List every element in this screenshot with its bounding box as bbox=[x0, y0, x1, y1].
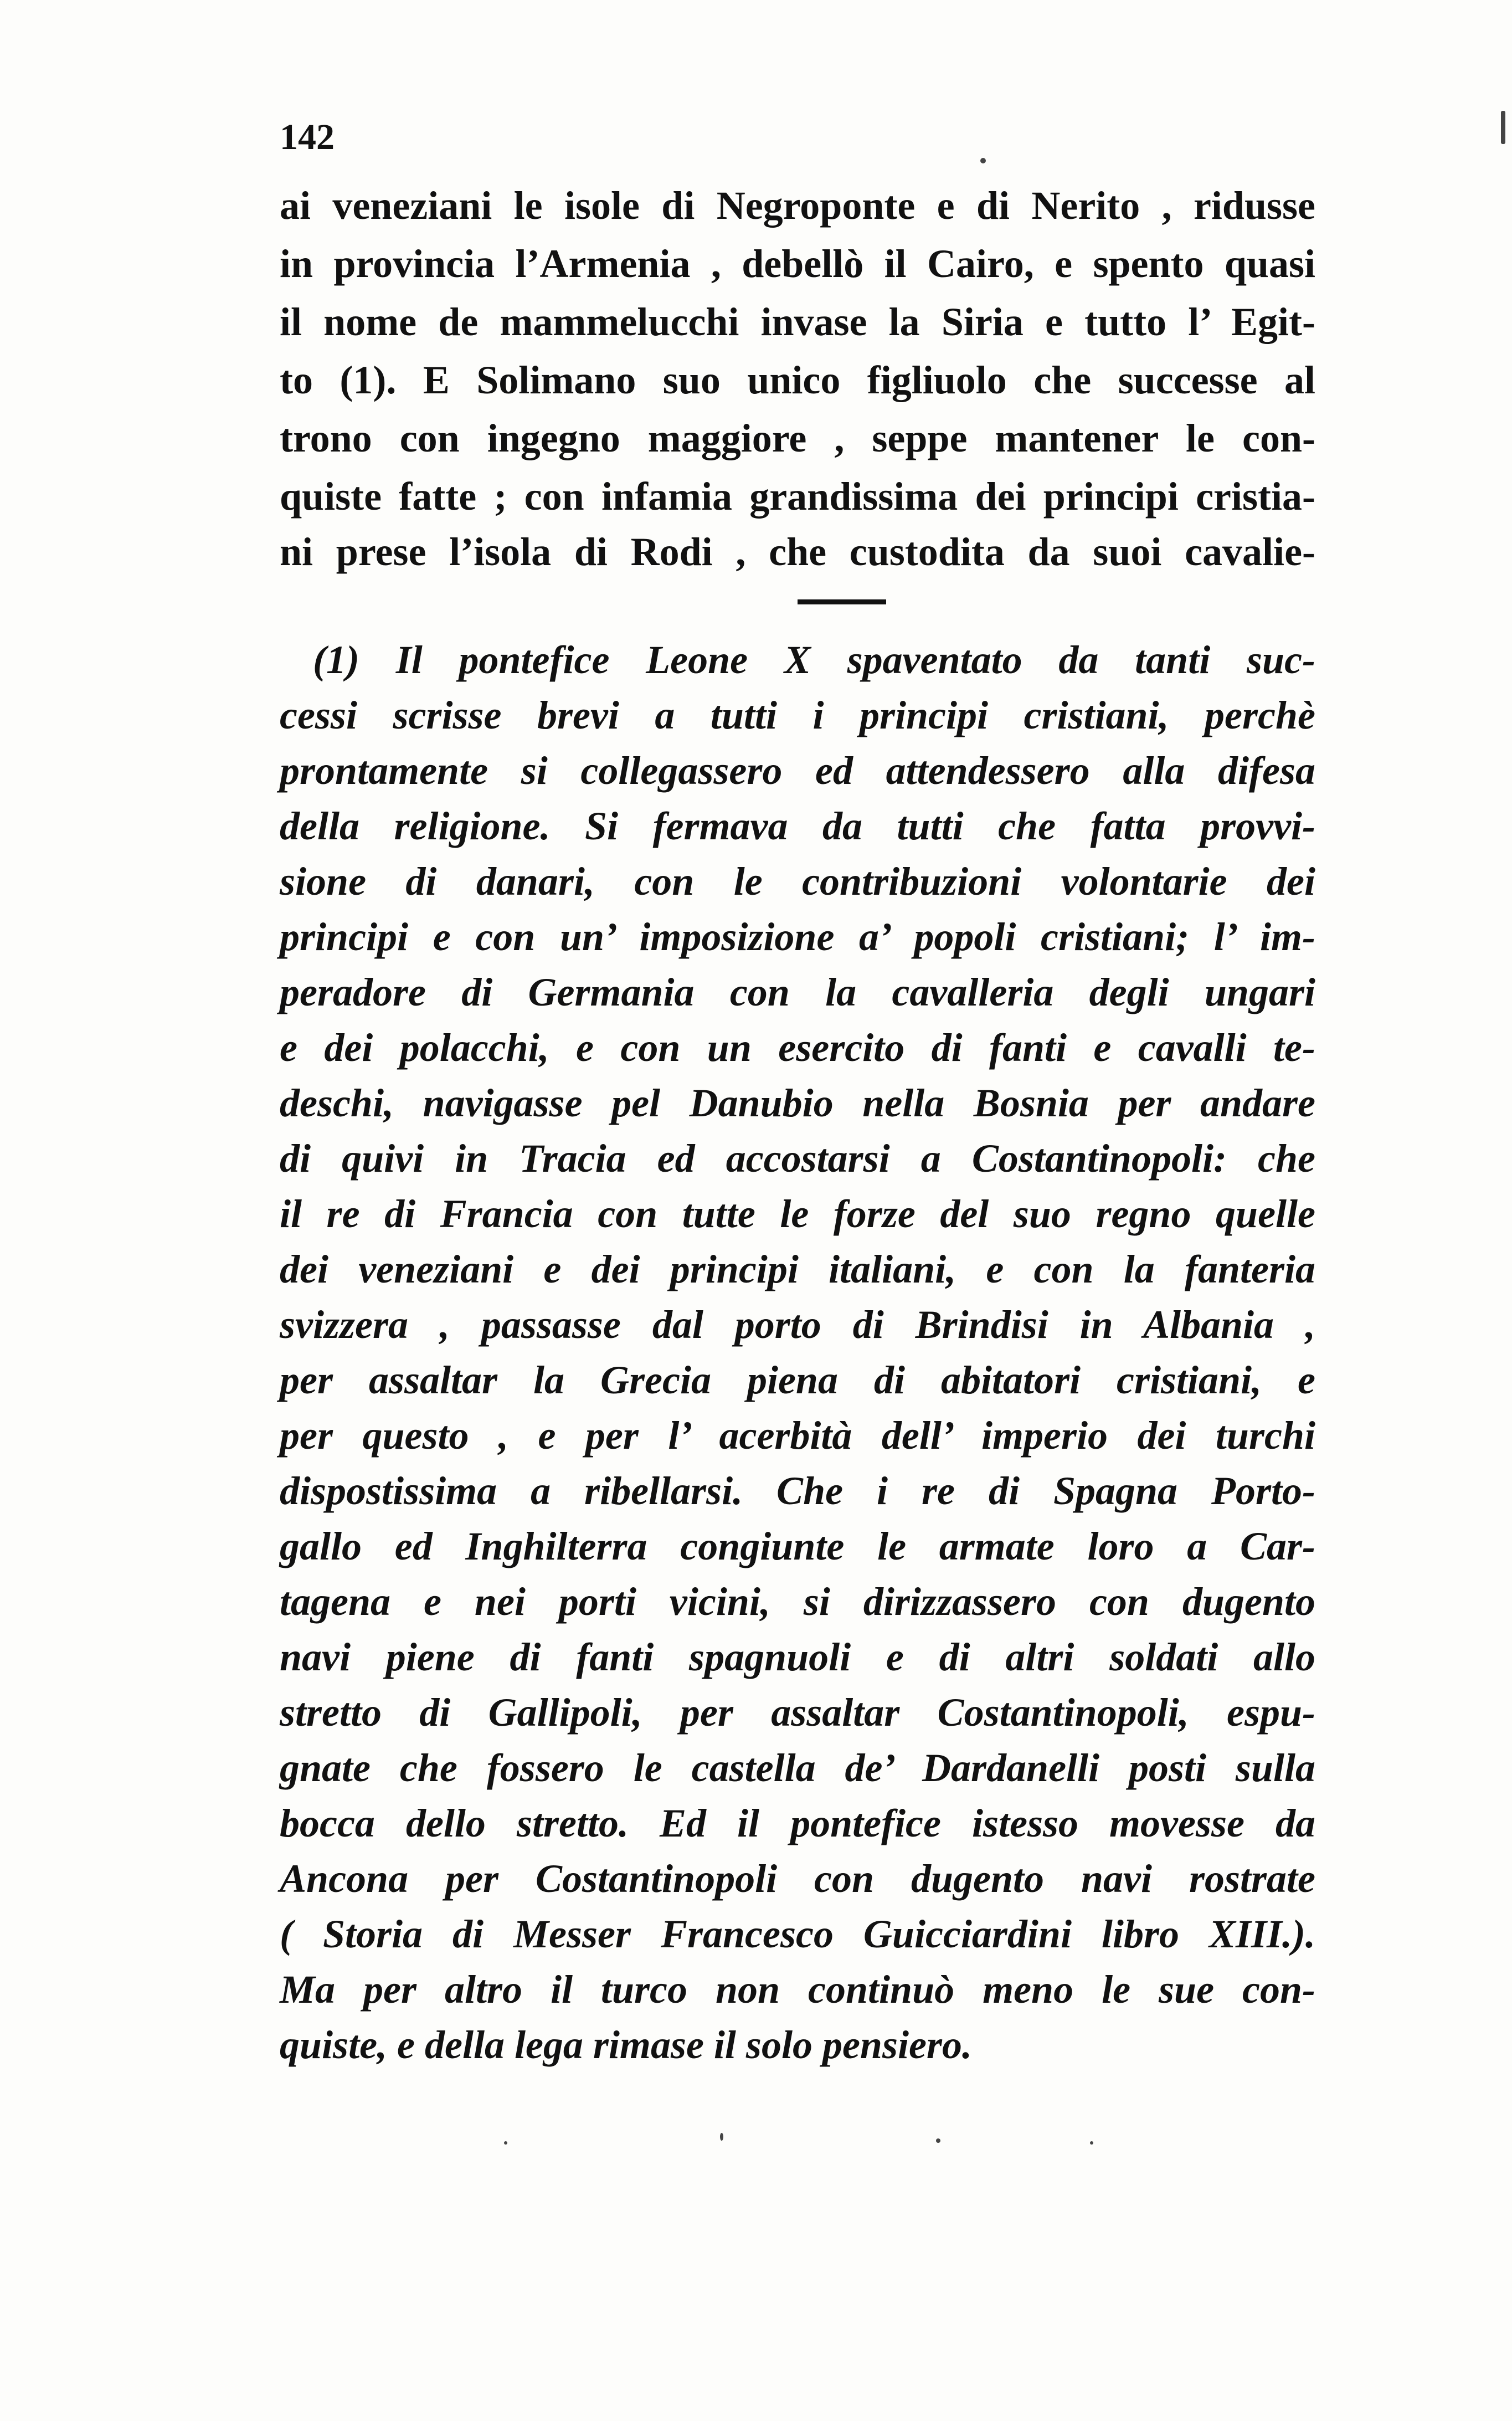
text-line: ni prese l’isola di Rodi , che custodita da suoi cavalie- bbox=[280, 530, 1315, 574]
footnote-line: bocca dello stretto. Ed il pontefice istesso movesse da bbox=[280, 1801, 1315, 1845]
speck bbox=[1090, 2141, 1093, 2145]
speck bbox=[720, 2133, 723, 2141]
footnote-line: sione di danari, con le contribuzioni volontarie dei bbox=[280, 859, 1315, 904]
footnote-line: Ma per altro il turco non continuò meno le sue con- bbox=[280, 1967, 1315, 2012]
footnote-line: principi e con un’ imposizione a’ popoli cristiani; l’ im- bbox=[280, 915, 1315, 959]
footnote-line: svizzera , passasse dal porto di Brindisi in Albania , bbox=[280, 1302, 1315, 1347]
footnote-line: di quivi in Tracia ed accostarsi a Costantinopoli: che bbox=[280, 1136, 1315, 1181]
footnote-line: e dei polacchi, e con un esercito di fanti e cavalli te- bbox=[280, 1025, 1315, 1070]
speck bbox=[936, 2138, 940, 2143]
footnote-line: quiste, e della lega rimase il solo pensiero. bbox=[280, 2023, 972, 2067]
footnote-line: gallo ed Inghilterra congiunte le armate loro a Car- bbox=[280, 1524, 1315, 1568]
footnote-line: della religione. Si fermava da tutti che fatta provvi- bbox=[280, 804, 1315, 848]
text-line: trono con ingegno maggiore , seppe mantener le con- bbox=[280, 416, 1315, 460]
footnote-line: per questo , e per l’ acerbità dell’ imperio dei turchi bbox=[280, 1413, 1315, 1458]
page-number: 142 bbox=[280, 117, 335, 157]
text-line: in provincia l’Armenia , debellò il Cairo, e spento quasi bbox=[280, 242, 1315, 286]
text-line: to (1). E Solimano suo unico figliuolo che successe al bbox=[280, 358, 1315, 402]
text-line: quiste fatte ; con infamia grandissima dei principi cristia- bbox=[280, 474, 1315, 519]
footnote-line: (1) Il pontefice Leone X spaventato da tanti suc- bbox=[313, 638, 1315, 682]
footnote-line: gnate che fossero le castella de’ Dardanelli posti sulla bbox=[280, 1746, 1315, 1790]
footnote-separator bbox=[798, 599, 886, 604]
footnote-line: il re di Francia con tutte le forze del suo regno quelle bbox=[280, 1192, 1315, 1236]
footnote-line: per assaltar la Grecia piena di abitatori cristiani, e bbox=[280, 1358, 1315, 1402]
text-line: ai veneziani le isole di Negroponte e di Nerito , ridusse bbox=[280, 183, 1315, 228]
footnote-line: stretto di Gallipoli, per assaltar Costantinopoli, espu- bbox=[280, 1690, 1315, 1735]
footnote-line: prontamente si collegassero ed attendessero alla difesa bbox=[280, 748, 1315, 793]
footnote-line: tagena e nei porti vicini, si dirizzassero con dugento bbox=[280, 1579, 1315, 1624]
text-line: il nome de mammelucchi invase la Siria e tutto l’ Egit- bbox=[280, 300, 1315, 344]
footnote-line: dei veneziani e dei principi italiani, e con la fanteria bbox=[280, 1247, 1315, 1291]
footnote-line: cessi scrisse brevi a tutti i principi cristiani, perchè bbox=[280, 693, 1315, 737]
footnote-line: peradore di Germania con la cavalleria degli ungari bbox=[280, 970, 1315, 1014]
speck bbox=[504, 2141, 507, 2145]
footnote-line: ( Storia di Messer Francesco Guicciardini libro XIII.). bbox=[280, 1912, 1315, 1956]
footnote-line: Ancona per Costantinopoli con dugento navi rostrate bbox=[280, 1856, 1315, 1901]
speck bbox=[1501, 111, 1505, 144]
footnote-line: dispostissima a ribellarsi. Che i re di Spagna Porto- bbox=[280, 1469, 1315, 1513]
footnote-line: navi piene di fanti spagnuoli e di altri soldati allo bbox=[280, 1635, 1315, 1679]
footnote-line: deschi, navigasse pel Danubio nella Bosnia per andare bbox=[280, 1081, 1315, 1125]
speck bbox=[980, 158, 986, 163]
